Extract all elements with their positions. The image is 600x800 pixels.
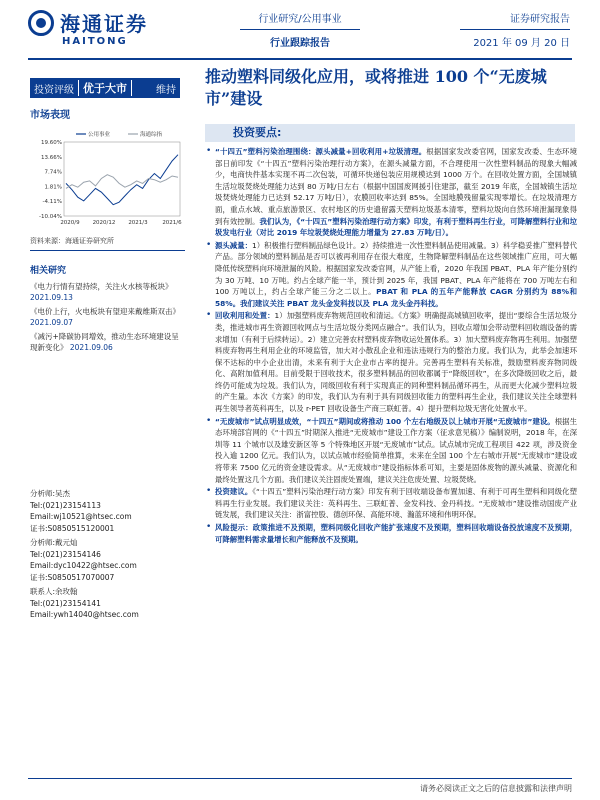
analyst-name: 分析师:吴杰 (30, 489, 71, 498)
related-item[interactable] (30, 306, 185, 329)
market-chart (30, 128, 185, 228)
haitong-logo (28, 6, 168, 56)
key-point-tail: PBAT 和 PLA 的五年产能释放 CAGR 分别约为 88%和 58%。我们建议关注 PBAT 龙头金发科技以及 PLA 龙头金丹科技。 (215, 287, 577, 308)
chart-source: 资料来源：海通证券研究所 (30, 237, 114, 245)
analyst-tel: Tel:(021)23154113 (30, 500, 101, 510)
y-tick-label: -10.04% (39, 214, 62, 220)
rating-label: 投资评级 (34, 84, 74, 96)
header-category-block (240, 10, 360, 49)
logo-text-en: HAITONG (62, 36, 128, 47)
rating-bar (30, 78, 180, 98)
analyst-email[interactable]: Email:wj10521@htsec.com (30, 512, 132, 521)
left-divider (30, 250, 185, 251)
related-item[interactable] (30, 281, 185, 304)
key-points (205, 146, 577, 546)
key-point-lead: “无废城市”试点明显成效，“十四五”期间或将推动 100 个左右地级及以上城市开展“无废城市”建设。 (215, 416, 555, 426)
header-divider (28, 58, 572, 60)
legend-label: 公用事业 (88, 132, 111, 138)
analyst-tel: Tel:(021)23154146 (30, 549, 101, 559)
rating-value: 优于大市 (78, 80, 132, 96)
analyst-name: 分析师:戴元灿 (30, 538, 78, 547)
analyst-email[interactable]: Email:dyc10422@htsec.com (30, 561, 137, 570)
analyst-card (30, 537, 185, 583)
key-point-lead: 源头减量： (215, 240, 253, 250)
y-tick-label: 7.74% (44, 169, 62, 176)
related-item-date: 2021.09.06 (69, 343, 113, 352)
key-point-body: 1）积极推行塑料制品绿色设计。2）持续推进一次性塑料制品使用减量。3）科学稳妥推广塑料替代产品。部分领域的塑料制品是否可以被再利用存在很大难度，生物降解塑料制品在这些领域推广应用，可大幅降低传统塑料向环境泄漏的风险。根据国家发改委官网，从产能上看，2020 年我国 PBAT、PLA 年产能分别约为 30 万吨、10 万吨。约占全球产能一半，预计到 2025 年，我国 PBAT、PLA 年产能将在 700 万吨左右和 100 万吨以上，约占全球产能三分之二以上。 (215, 240, 577, 297)
key-point (205, 240, 577, 310)
market-title: 市场表现 (30, 110, 70, 121)
footer-disclaimer: 请务必阅读正文之后的信息披露和法律声明 (420, 784, 572, 793)
key-point-lead: 回收利用和处置： (215, 311, 275, 321)
key-point-lead: 风险提示：政策推进不及预期，塑料同级化回收产能扩张速度不及预期，塑料回收端设备投放速度不及预期，可降解塑料需求量增长和产能释放不及预期。 (215, 523, 577, 544)
analyst-list (30, 488, 185, 624)
market-chart-svg (30, 128, 185, 228)
analyst-cert: 证书:S0850515120001 (30, 523, 115, 533)
legend-label: 海通综指 (140, 132, 163, 138)
x-tick-label: 2020/12 (92, 220, 116, 226)
key-point-body: 根据生态环境部官网的《“十四五”时期深入推进“无废城市”建设工作方案（征求意见稿）》编制说明，2018 年，在深圳等 11 个城市以及雄安新区等 5 个特殊地区开展“无废城市”试点。试点城市完成工程项目 422 项，涉及资金投入逾 1200 亿元。我们认为，以试点城市经验简单推算，未来在全国 100 个左右城市开展“无废城市”建设或将带来 7500 亿元的资金建设需求。从“无废城市”建设指标体系可知，主要是固体废物的源头减量、资源化和最终处置这几个方面。我们建议关注固废处置端，建议关注危废处置、垃圾焚烧。 (215, 416, 577, 484)
key-point (205, 522, 577, 545)
key-point (205, 310, 577, 414)
x-tick-label: 2021/3 (128, 220, 148, 226)
footer-divider (28, 778, 572, 779)
analyst-name: 联系人:余玫翰 (30, 587, 78, 596)
key-point (205, 146, 577, 239)
y-tick-label: 1.81% (44, 184, 62, 191)
key-point (205, 416, 577, 486)
key-point-tail: 我们认为，《“十四五”塑料污染治理行动方案》印发，有利于塑料再生行业，可降解塑料行业和垃圾发电行业（对比 2019 年垃圾焚烧处理能力增量为 27.83 万吨/日）。 (215, 216, 577, 238)
x-tick-label: 2021/6 (162, 220, 182, 226)
analyst-email[interactable]: Email:ywh14040@htsec.com (30, 610, 139, 619)
related-item[interactable] (30, 331, 185, 354)
logo-text-cn: 海通证券 (60, 12, 148, 36)
y-tick-label: -4.11% (42, 199, 62, 206)
analyst-cert: 证书:S0850517070007 (30, 572, 115, 582)
header-report-type: 行业跟踪报告 (270, 38, 330, 49)
rating-action: 维持 (156, 84, 176, 96)
logo-mark-icon (28, 10, 54, 36)
header-category: 行业研究/公用事业 (240, 10, 360, 30)
report-title: 推动塑料同级化应用，或将推进 100 个“无废城市”建设 (205, 67, 547, 108)
key-point-body: 根据国家发改委官网，国家发改委、生态环境部日前印发《“十四五”塑料污染治理行动方案》，在源头减量方面，不合理使用一次性塑料制品的现象大幅减少，电商快件基本实现不再二次包装，可循环快递包装应用规模达到 1000 万个。在回收处置方面，全国城镇生活垃圾焚烧处理能力达到 80 万吨/日左右（根据中国国废网援引住建部，截至 2019 年底，全国城镇生活垃圾焚烧处理能力已达到 52.17 万吨/日），农膜回收率达到 85%。全国地膜残留量实现零增长。在垃圾清理方面，重点水域、重点旅游景区、农村地区的历史遗留露天塑料垃圾基本清零，塑料垃圾向自然环境泄漏现象得到有效控制。 (215, 147, 577, 226)
chart-frame (64, 142, 180, 216)
key-point-body: 1）加强塑料废弃物规范回收和清运。《方案》明确提高城镇回收率，提出“要综合生活垃圾分类，推进城市再生资源回收网点与生活垃圾分类网点融合”。我们认为，回收点增加会带动塑料回收端设备的需求增加（有利于后续转运）。2）建立完善农村塑料废弃物收运处置体系。3）加大塑料废弃物再生利用。加强塑料废弃物再生利用企业的环境监管，加大对小散乱企业和违法违规行为的整治力度。我们认为，此举会加速环保不达标的中小企业出清，未来有利于大企业市占率的提升。完善再生塑料有关标准，鼓励塑料废弃物同级化、高附加值利用。目前受限于回收技术，很多塑料制品的回收都属于“降级回收”，在多次降级回收之后，最终仍可能成为垃圾。我们认为，同级回收有利于实现真正的同种塑料制品循环再生，从而更大化减少塑料垃圾的产生量。本次《方案》的印发，我们认为有利于具有同级回收能力的塑料再生企业，我们建议关注全球塑料再生领导者英科再生，以及 r-PET 回收设备生产商三联虹普。4）提升塑料垃圾无害化处置水平。 (215, 311, 577, 414)
related-title: 相关研究 (30, 266, 67, 276)
header-doc-type: 证券研究报告 (460, 10, 570, 30)
related-item-date: 2021.09.07 (30, 318, 73, 327)
key-point (205, 486, 577, 521)
related-item-text: 《减污+降碳协同增效，推动生态环境建设呈现新变化》 (30, 331, 179, 352)
key-point-lead: 投资建议。 (215, 487, 253, 497)
header-date: 2021 年 09 月 20 日 (473, 38, 570, 49)
related-item-text: 《电价上行，火电板块有望迎来戴维斯双击》 (30, 306, 180, 316)
series-line (66, 155, 178, 205)
y-tick-label: 19.60% (41, 140, 62, 146)
related-item-text: 《电力行情有望持续，关注火水核等板块》 (30, 281, 173, 291)
analyst-card (30, 586, 185, 621)
header-right-block (460, 10, 570, 49)
related-item-date: 2021.09.13 (30, 293, 73, 302)
key-point-body: 《“十四五”塑料污染治理行动方案》印发有利于回收端设备布置加速、有利于可再生塑料和同级化塑料再生行业发展。我们建议关注：英科再生、三联虹普、金发科技、金丹科技。“无废城市”建设推动国废产业链发展，我们建议关注：浙富控股、德创环保、高能环境、瀚蓝环境和伟明环保。 (215, 487, 577, 520)
analyst-tel: Tel:(021)23154141 (30, 598, 101, 608)
x-tick-label: 2020/9 (60, 220, 80, 226)
key-point-lead: “十四五”塑料污染治理围绕：源头减量+回收利用+垃圾清理。 (215, 147, 427, 156)
analyst-card (30, 488, 185, 534)
y-tick-label: 13.66% (41, 154, 62, 161)
related-research (30, 266, 185, 356)
key-points-header: 投资要点: (205, 124, 575, 142)
